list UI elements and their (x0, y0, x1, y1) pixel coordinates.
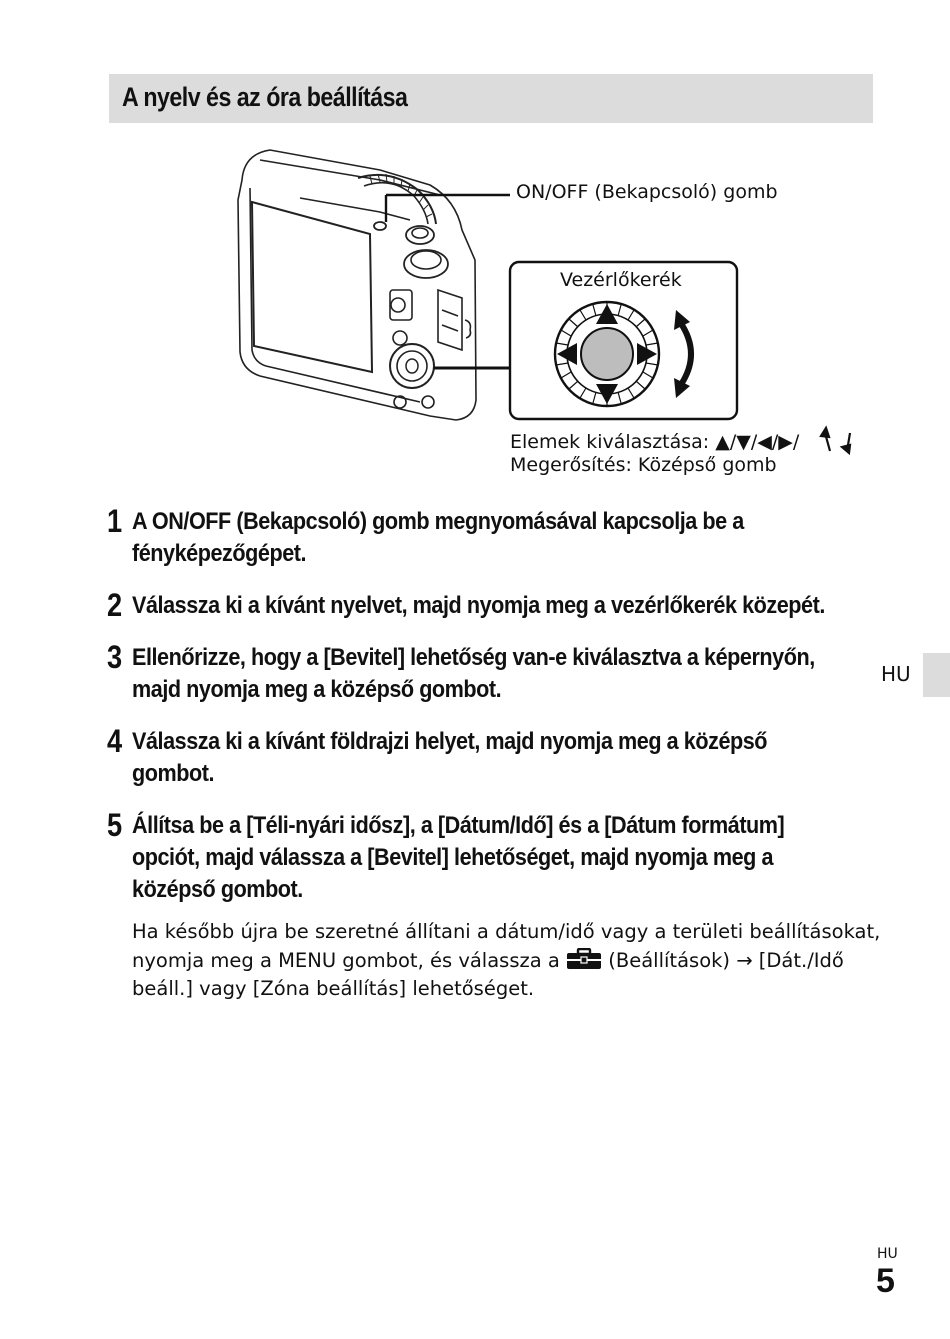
step-5 (107, 807, 877, 906)
section-title-bar (109, 74, 873, 123)
step-number: 5 (107, 807, 122, 843)
step-3 (107, 639, 877, 706)
page-number: 5 (876, 1262, 895, 1300)
control-wheel-detail (555, 302, 659, 406)
footer-language: HU (877, 1246, 898, 1262)
step-1 (107, 503, 877, 570)
wheel-rotate-glyph-icon (821, 428, 850, 453)
select-instructions-text: Elemek kiválasztása: ▲/▼/◀/▶/ (510, 431, 800, 453)
steps-list (107, 503, 881, 1004)
step-2 (107, 587, 877, 623)
side-language-label: HU (881, 662, 911, 686)
step-number: 4 (107, 723, 122, 759)
wheel-title: Vezérlőkerék (560, 269, 682, 291)
toolbox-icon (566, 948, 602, 970)
camera-body-outline (238, 150, 476, 420)
settings-note: Ha később újra be szeretné állítani a dátum/idő vagy a területi beállításokat, nyomja meg a MENU gombot, és válassza a (Beállítások) → [Dát./Idő beáll.] vagy [Zóna beállítás] lehetőséget. (132, 920, 881, 1000)
confirm-instructions: Megerősítés: Középső gomb (510, 454, 777, 476)
power-button (374, 222, 386, 230)
power-button-label: ON/OFF (Bekapcsoló) gomb (516, 181, 778, 203)
step-text: A ON/OFF (Bekapcsoló) gomb megnyomásával kapcsolja be a fényképezőgépet. (132, 508, 744, 567)
step-4 (107, 723, 877, 790)
select-instructions (510, 431, 799, 453)
step-text: Válassza ki a kívánt nyelvet, majd nyomja meg a vezérlőkerék közepét. (132, 592, 825, 619)
step-number: 2 (107, 587, 122, 623)
camera-figure (230, 140, 870, 490)
page-title: A nyelv és az óra beállítása (122, 82, 408, 112)
step-number: 1 (107, 503, 122, 539)
step-number: 3 (107, 639, 122, 675)
step-text: Állítsa be a [Téli-nyári idősz], a [Dátum/Idő] és a [Dátum formátum] opciót, majd válassza a [Bevitel] lehetőséget, majd nyomja meg a középső gombot. (132, 812, 785, 903)
side-language-tab (923, 653, 950, 697)
step-text: Ellenőrizze, hogy a [Bevitel] lehetőség van-e kiválasztva a képernyőn, majd nyomja meg a középső gombot. (132, 644, 815, 703)
camera-screen (252, 202, 372, 372)
step-text: Válassza ki a kívánt földrajzi helyet, majd nyomja meg a középső gombot. (132, 728, 768, 787)
